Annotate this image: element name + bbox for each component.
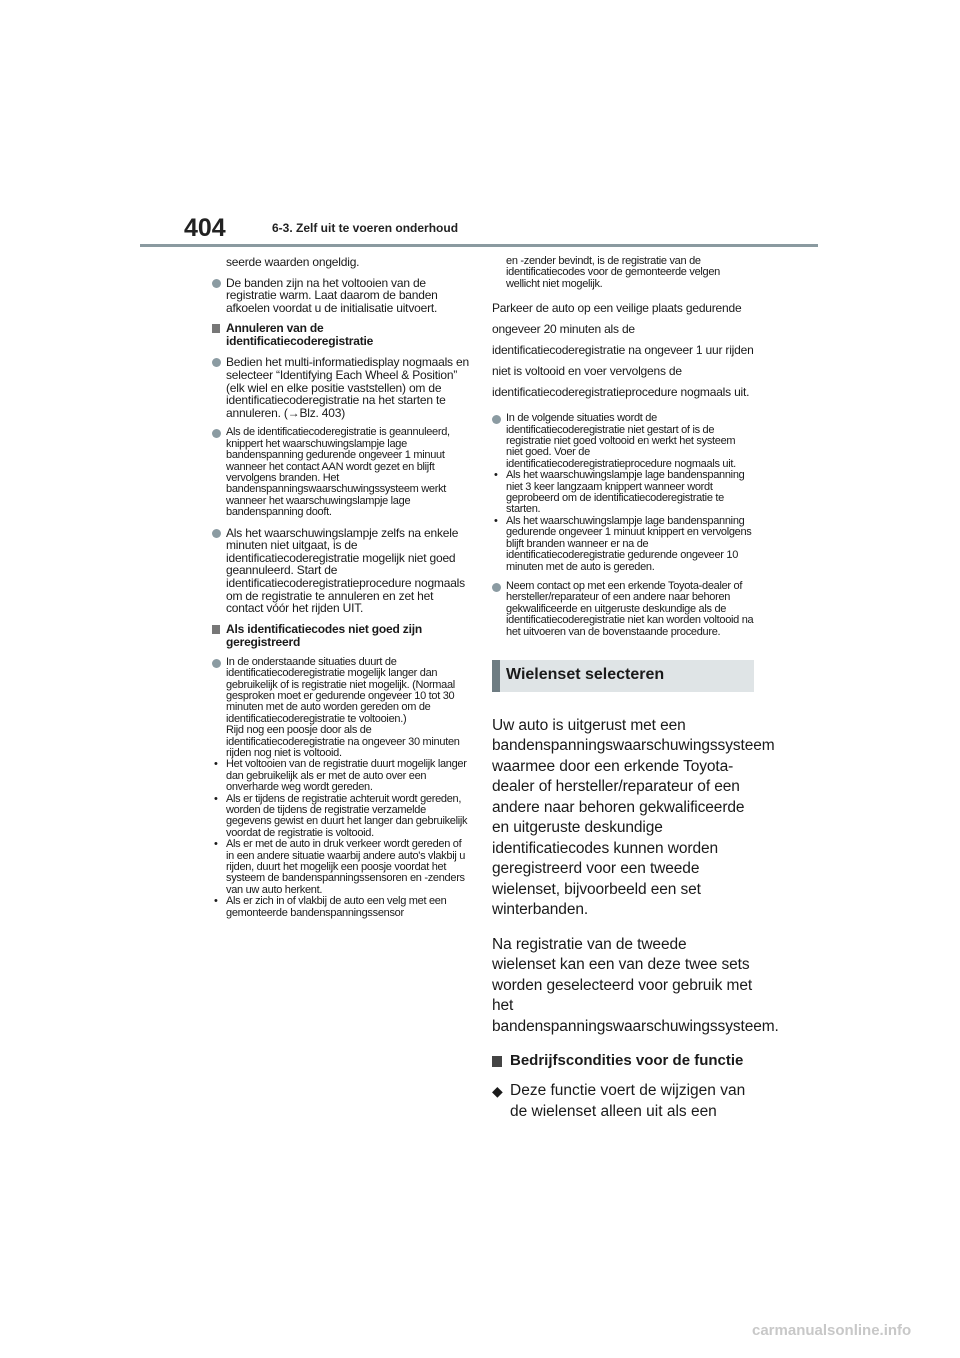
right-column — [492, 255, 779, 1122]
sub-bullet-item — [212, 896, 472, 919]
bullet-item — [212, 277, 472, 315]
heading-accent-bar — [492, 660, 500, 692]
dot-bullet-icon: • — [214, 792, 218, 805]
sub-bullet-item — [492, 470, 754, 516]
bullet-text: De banden zijn na het voltooien van de registratie warm. Laat daarom de banden afkoelen voordat u de initialisatie uitvoert. — [226, 275, 438, 315]
sub-bullet-item — [212, 839, 472, 896]
body-paragraph: Uw auto is uitgerust met een bandenspanningswaarschuwingssysteem waarmee door een erkende Toyota-dealer of hersteller/reparateur of een andere naar behoren gekwalificeerde en uitgeruste deskundige identificatiecodes kunnen worden geregistreerd voor een tweede wielenset, bijvoorbeeld een set winterbanden. — [492, 716, 775, 919]
bullet-text: In de onderstaande situaties duurt de identificatiecoderegistratie mogelijk langer dan gebruikelijk of is registratie niet mogelijk. (Normaal gesproken moet er gedurende ongeveer 10 tot 30 minuten met de auto worden gereden om de identificatiecoderegistratie te voltooien.) — [226, 655, 455, 725]
square-bullet-icon — [492, 1056, 502, 1067]
dot-bullet-icon: • — [494, 514, 498, 527]
bullet-item — [212, 527, 472, 615]
bullet-text: Als de identificatiecoderegistratie is geannuleerd, knippert het waarschuwingslampje lage bandenspanning gedurende ongeveer 1 minuut wanneer het contact AAN wordt gezet en blijft vervolgens branden. Het bandenspanningswaarschuwingssysteem werkt wanneer het waarschuwingslampje lage bandenspanning dooft. — [226, 426, 450, 519]
circle-bullet-icon — [212, 429, 221, 438]
paragraph: Parkeer de auto op een veilige plaats gedurende ongeveer 20 minuten als de identificatiecoderegistratie na ongeveer 1 uur rijden niet is voltooid en voer vervolgens de identificatiecoderegistratieprocedure nogmaals uit. — [492, 301, 754, 400]
diamond-bullet-icon: ◆ — [492, 1083, 503, 1100]
header-rule — [140, 244, 818, 247]
sub-bullet-text: Als er met de auto in druk verkeer wordt gereden of in een andere situatie waarbij andere auto's vlakbij u rijden, duurt het mogelijk een poosje voordat het systeem de bandenspanningssensoren en -zenders van uw auto herkent. — [226, 838, 466, 896]
sub-bullet-text: Als er zich in of vlakbij de auto een velg met een gemonteerde bandenspanningssensor — [226, 895, 447, 919]
dot-bullet-icon: • — [494, 469, 498, 482]
section-title: 6-3. Zelf uit te voeren onderhoud — [272, 221, 459, 235]
subheading — [212, 322, 472, 348]
sub-bullet-item — [212, 794, 472, 840]
section-heading — [492, 660, 754, 692]
circle-bullet-icon — [492, 415, 501, 424]
bullet-item — [212, 356, 472, 419]
sub-bullet-text: Als het waarschuwingslampje lage bandenspanning gedurende ongeveer 1 minuut knippert en vervolgens blijft branden wanneer er na de identificatiecoderegistratie gedurende ongeveer 10 minuten met de auto is gereden. — [506, 514, 752, 573]
circle-bullet-icon — [212, 659, 221, 668]
circle-bullet-icon — [212, 529, 221, 538]
bullet-text: In de volgende situaties wordt de identificatiecoderegistratie niet gestart of is de registratie niet goed voltooid en werkt het systeem niet goed. Voer de identificatiecoderegistratieprocedure nogmaals uit. — [506, 412, 736, 470]
sub-bullet-text: Als het waarschuwingslampje lage bandenspanning niet 3 keer langzaam knippert wanneer wordt geprobeerd om de identificatiecoderegistratie te starten. — [506, 469, 745, 516]
bullet-item — [492, 581, 754, 638]
subheading-text: Bedrijfscondities voor de functie — [510, 1052, 744, 1070]
bullet-text: Bedien het multi-informatiedisplay nogmaals en selecteer “Identifying Each Wheel & Position” (elk wiel en elke positie vaststellen) om de identificatiecoderegistratie na het starten te annuleren. (→Blz. 403) — [226, 355, 469, 420]
page-header — [0, 0, 960, 250]
subheading — [492, 1051, 754, 1071]
square-bullet-icon — [212, 324, 220, 333]
bullet-item — [212, 427, 472, 518]
sub-bullet-text: Het voltooien van de registratie duurt mogelijk langer dan gebruikelijk als er met de auto over een onverharde weg wordt gereden. — [226, 758, 467, 794]
subheading-text: Als identificatiecodes niet goed zijn geregistreerd — [226, 621, 422, 649]
bullet-text: Als het waarschuwingslampje zelfs na enkele minuten niet uitgaat, is de identificatiecoderegistratie mogelijk niet goed geannuleerd. Start de identificatiecoderegistratieprocedure nogmaals om de registratie te annuleren en zet het contact vóór het rijden UIT. — [226, 525, 465, 616]
paragraph: seerde waarden ongeldig. — [226, 255, 360, 269]
circle-bullet-icon — [212, 358, 221, 367]
section-heading-text: Wielenset selecteren — [506, 665, 665, 683]
sub-bullet-item — [212, 759, 472, 793]
paragraph: en -zender bevindt, is de registratie van de identificatiecodes voor de gemonteerde velgen wellicht niet mogelijk. — [506, 255, 720, 290]
page-number: 404 — [184, 214, 226, 242]
dot-bullet-icon: • — [214, 895, 218, 908]
subheading — [212, 623, 472, 649]
subheading-text: Annuleren van de identificatiecoderegistratie — [226, 321, 374, 349]
dot-bullet-icon: • — [214, 838, 218, 851]
square-bullet-icon — [212, 625, 220, 634]
diamond-bullet-item — [492, 1081, 754, 1122]
bullet-text-continued: Rijd nog een poosje door als de identificatiecoderegistratie na ongeveer 30 minuten rijden nog niet is voltooid. — [226, 724, 460, 759]
watermark: carmanualsonline.info — [752, 1322, 912, 1339]
dot-bullet-icon: • — [214, 758, 218, 771]
sub-bullet-text: Als er tijdens de registratie achteruit wordt gereden, worden de tijdens de registratie verzamelde gegevens gewist en duurt het langer dan gebruikelijk voordat de registratie is voltooid. — [226, 792, 468, 839]
left-column — [212, 256, 472, 919]
circle-bullet-icon — [212, 279, 221, 288]
circle-bullet-icon — [492, 583, 501, 592]
bullet-text: Deze functie voert de wijzigen van de wielenset alleen uit als een — [510, 1082, 746, 1120]
bullet-text: Neem contact op met een erkende Toyota-dealer of hersteller/reparateur of een andere naar behoren gekwalificeerde en uitgeruste deskundige als de identificatiecoderegistratie niet kan worden voltooid na het uitvoeren van de bovenstaande procedure. — [506, 579, 754, 638]
bullet-item — [492, 413, 754, 470]
body-paragraph: Na registratie van de tweede wielenset kan een van deze twee sets worden geselecteerd voor gebruik met het bandenspanningswaarschuwingssysteem. — [492, 935, 779, 1035]
sub-bullet-item — [492, 516, 754, 573]
bullet-item — [212, 657, 472, 760]
